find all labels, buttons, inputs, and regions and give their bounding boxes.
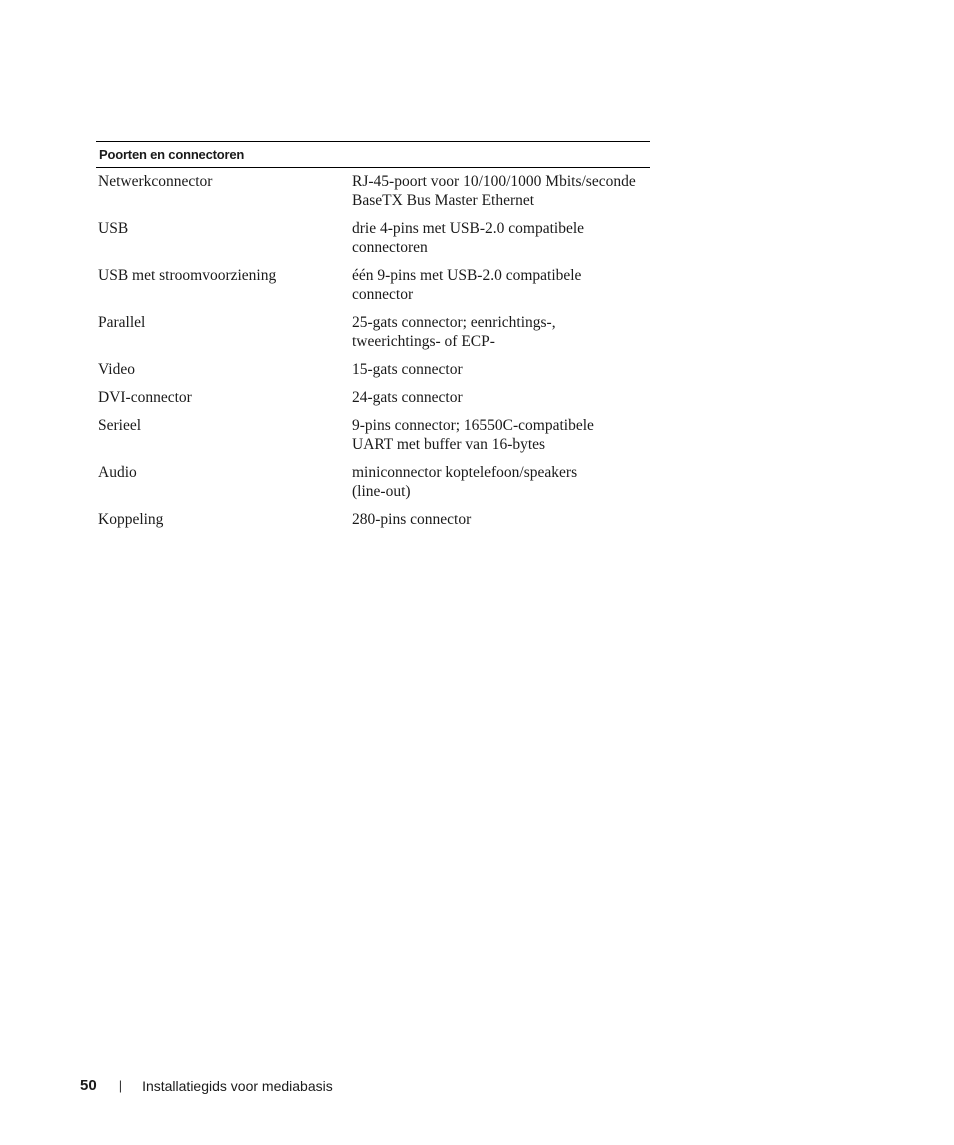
table-row (96, 172, 650, 210)
row-value: één 9-pins met USB-2.0 compatibele connector (352, 267, 582, 303)
spec-table (96, 141, 650, 538)
table-header: Poorten en connectoren (96, 141, 650, 168)
table-row (96, 388, 650, 407)
row-label: Koppeling (98, 511, 164, 528)
row-label: Video (98, 361, 135, 378)
row-value: 9-pins connector; 16550C-compatibele UART met buffer van 16-bytes (352, 417, 594, 453)
table-row (96, 510, 650, 529)
row-label: Parallel (98, 314, 146, 331)
row-value: 15-gats connector (352, 361, 463, 378)
page-footer (80, 1077, 333, 1094)
document-title: Installatiegids voor mediabasis (142, 1077, 333, 1094)
page-number: 50 (80, 1077, 97, 1094)
table-row (96, 266, 650, 304)
footer-separator: | (118, 1078, 123, 1093)
row-value: 25-gats connector; eenrichtings-, tweerichtings- of ECP- (352, 314, 556, 350)
table-body (96, 168, 650, 529)
table-row (96, 463, 650, 501)
row-value: drie 4-pins met USB-2.0 compatibele connectoren (352, 220, 585, 256)
row-label: USB (98, 220, 129, 237)
table-row (96, 416, 650, 454)
row-label: Serieel (98, 417, 142, 434)
row-value: 24-gats connector (352, 389, 463, 406)
row-label: Netwerkconnector (98, 173, 213, 190)
table-row (96, 360, 650, 379)
row-label: DVI-connector (98, 389, 192, 406)
row-value: 280-pins connector (352, 511, 472, 528)
table-row (96, 313, 650, 351)
row-value: miniconnector koptelefoon/speakers (line-out) (352, 464, 578, 500)
row-label: USB met stroomvoorziening (98, 267, 277, 284)
row-value: RJ-45-poort voor 10/100/1000 Mbits/seconde BaseTX Bus Master Ethernet (352, 173, 636, 209)
row-label: Audio (98, 464, 137, 481)
table-row (96, 219, 650, 257)
